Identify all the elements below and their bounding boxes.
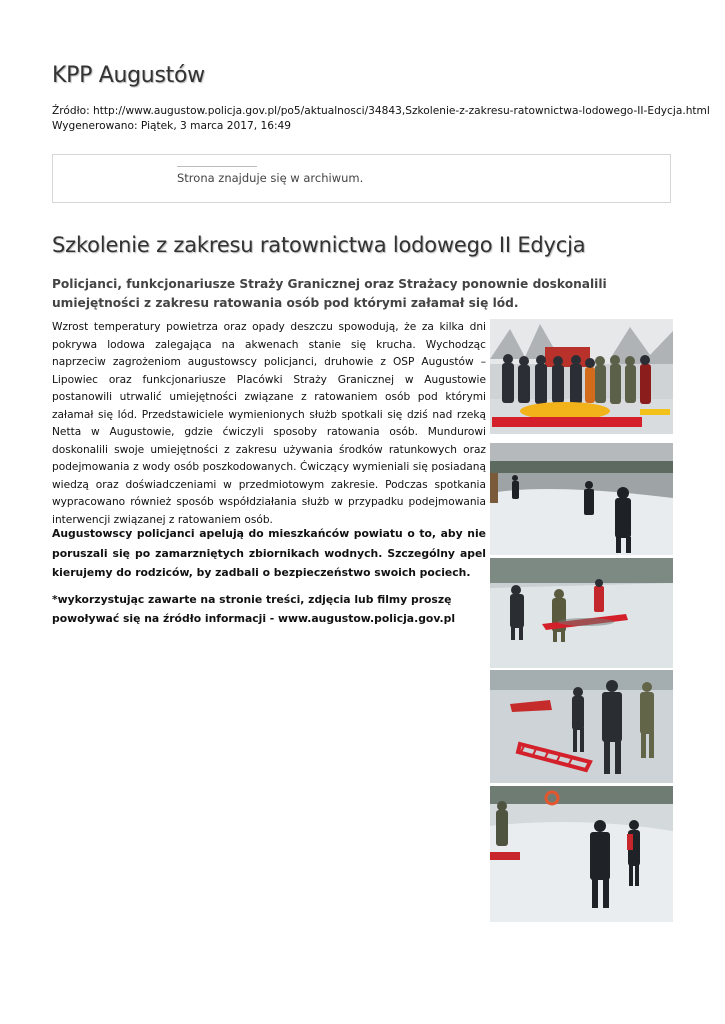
- archive-notice-box: [52, 154, 671, 203]
- article-lead: Policjanci, funkcjonariusze Straży Granicznej oraz Strażacy ponownie doskonalili umiejętności z zakresu ratowania osób pod którymi załamał się lód.: [52, 277, 607, 310]
- article-appeal: Augustowscy policjanci apelują do mieszkańców powiatu o to, aby nie poruszali się po zamarzniętych zbiornikach wodnych. Szczególny apel kierujemy do rodziców, by zadbali o bezpieczeństwo swoich pociech.: [52, 527, 486, 579]
- photo-lifebuoy-rescue: [490, 786, 673, 922]
- photo-walking-on-ice: [490, 443, 673, 555]
- site-title: KPP Augustów: [52, 63, 205, 88]
- source-note: *wykorzystując zawarte na stronie treści, zdjęcia lub filmy proszę powoływać się na źródło informacji - www.augustow.policja.gov.pl: [52, 593, 456, 625]
- generated-line: Wygenerowano: Piątek, 3 marca 2017, 16:49: [52, 120, 292, 132]
- photo-group-with-sled: [490, 319, 673, 434]
- article-title: Szkolenie z zakresu ratownictwa lodowego II Edycja: [52, 233, 586, 257]
- photo-ladder-rescue: [490, 670, 673, 783]
- archive-notice: Strona znajduje się w archiwum.: [177, 171, 364, 185]
- archive-divider: [177, 166, 257, 167]
- photo-pulling-sled: [490, 558, 673, 668]
- source-meta: [52, 104, 710, 134]
- source-line: Źródło: http://www.augustow.policja.gov.pl/po5/aktualnosci/34843,Szkolenie-z-zakresu-ratownictwa-lodowego-II-Edycja.html: [52, 105, 710, 117]
- article-body: Wzrost temperatury powietrza oraz opady deszczu spowodują, że za kilka dni pokrywa lodowa zalegająca na akwenach stanie się krucha. Wychodząc naprzeciw zagrożeniom augustowscy policjanci, druhowie z OSP Augustów – Lipowiec oraz funkcjonariusze Placówki Straży Granicznej w Augustowie postanowili utrwalić umiejętności związane z ratowaniem osób pod którymi załamał się lód. Przedstawiciele wymienionych służb spotkali się dziś nad rzeką Netta w Augustowie, gdzie ćwiczyli sposoby ratowania osób. Mundurowi doskonalili swoje umiejętności z zakresu używania środków ratunkowych oraz podejmowania z wody osób poszkodowanych. Ćwiczący wymieniali się posiadaną wiedzą oraz doświadczeniami w przedmiotowym zakresie. Podczas spotkania wypracowano również sposób współdziałania służb w przypadku podejmowania interwencji związanej z ratowaniem osób.: [52, 321, 486, 526]
